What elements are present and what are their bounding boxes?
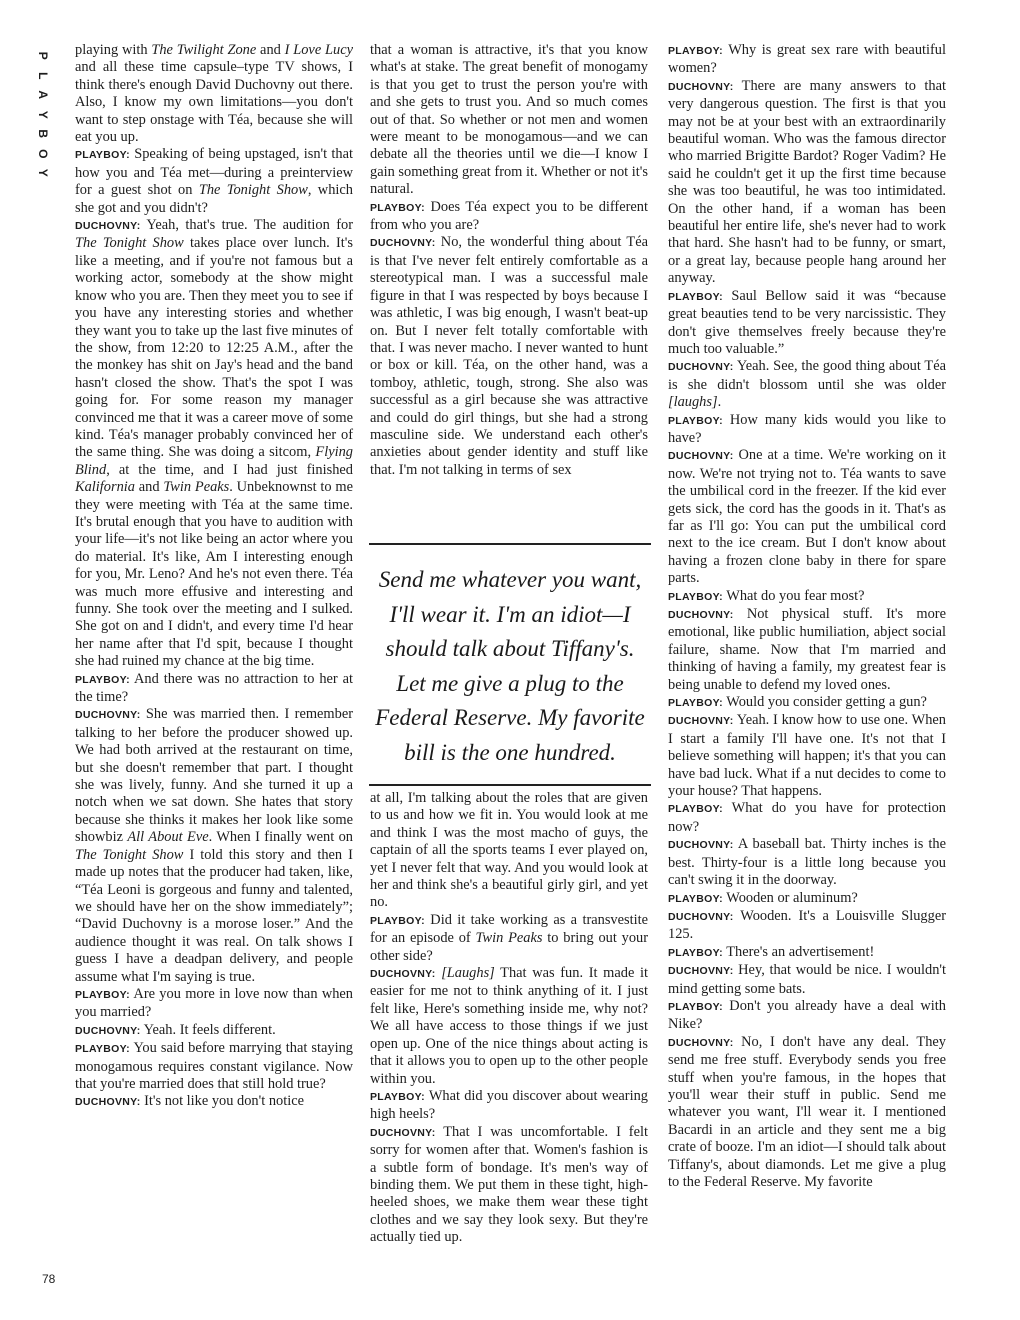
- paragraph-text: Would you consider getting a gun?: [722, 694, 927, 711]
- paragraph-text: and: [134, 479, 164, 496]
- article-paragraph: [668, 890, 946, 908]
- magazine-name-letter: Y: [35, 168, 50, 177]
- speaker-label: PLAYBOY:: [668, 290, 723, 303]
- paragraph-text: . Unbeknownst to me they were meeting with Téa at the same time. It's brutal enough that you have to audition with your life—it's not like being an actor where you do material. It's like, Am I interesting enough for you, Mr. Leno? And he's not even there. Téa was much more effusive and interesting and funny. She took over the meeting and I sulked. She got on and I didn't, and every time I'd hear her name after that I'd spit, because I thought she had ruined my chance at the big time.: [75, 479, 353, 670]
- italic-title: All About Eve: [127, 829, 209, 846]
- paragraph-text: , which she got and you didn't?: [75, 182, 353, 216]
- paragraph-text: .: [717, 394, 722, 411]
- article-paragraph: [668, 712, 946, 800]
- paragraph-text: How many kids would you like to have?: [668, 411, 946, 446]
- magazine-name-vertical: [32, 46, 52, 183]
- italic-title: Twin Peaks: [163, 479, 230, 496]
- speaker-label: DUCHOVNY:: [668, 1036, 734, 1049]
- speaker-label: DUCHOVNY:: [668, 450, 734, 463]
- speaker-label: PLAYBOY:: [668, 892, 723, 905]
- paragraph-text: Wooden or aluminum?: [722, 889, 858, 906]
- paragraph-text: She was married then. I remember talking to her before the producer showed up. We had both arrived at the restaurant on time, but she doesn't remember that part. I thought she was lively, funny. And she turned it up a notch when we sat down. She hates that story because she thinks it makes her look like some showbiz: [75, 706, 353, 846]
- paragraph-text: That was fun. It made it easier for me not to think anything of it. I just felt like, Here's something inside me, why not? We all have access to those things if we just open up. One of the nice things about acting is that it allows you to open up to the other people within you.: [370, 965, 648, 1087]
- paragraph-text: Does Téa expect you to be different from who you are?: [370, 198, 648, 234]
- magazine-name-letter: A: [35, 90, 50, 100]
- paragraph-text: There's an advertisement!: [722, 943, 875, 960]
- paragraph-text: What do you fear most?: [722, 587, 865, 604]
- article-paragraph: [668, 800, 946, 836]
- magazine-name-letter: O: [35, 148, 50, 158]
- speaker-label: DUCHOVNY:: [668, 839, 734, 852]
- speaker-label: DUCHOVNY:: [370, 968, 436, 981]
- magazine-name-letter: Y: [35, 110, 50, 119]
- article-paragraph: [75, 217, 353, 671]
- article-paragraph: [668, 42, 946, 78]
- paragraph-text: to bring out your other side?: [370, 930, 649, 964]
- paragraph-text: No, I don't have any deal. They send me free stuff. Everybody sends you free stuff when you're famous, in the hopes that you'll wear their stuff in public. Send me whatever you want, I'll wear it. I mentioned Bacardi in an article and they sent me a big crate of booze. I'm an idiot—I should talk about Tiffany's, about diamonds. Let me give a plug to the Federal Reserve. My favorite: [668, 1033, 946, 1190]
- article-paragraph: [668, 944, 946, 962]
- speaker-label: PLAYBOY:: [75, 673, 130, 686]
- magazine-name-letter: P: [35, 51, 50, 60]
- article-paragraph: [668, 447, 946, 587]
- article-paragraph: [370, 912, 648, 965]
- paragraph-text: Yeah. It feels different.: [140, 1021, 276, 1038]
- paragraph-text: Yeah. I know how to use one. When I start a family I'll have one. It's not that I believe something will happen; it's that you can have bad luck. What if a nut decides to come to your house? That happens.: [668, 712, 946, 800]
- article-paragraph: [75, 1040, 353, 1093]
- paragraph-text: Wooden. It's a Louisville Slugger 125.: [668, 907, 946, 943]
- paragraph-text: and all these time capsule–type TV shows, I think there's enough David Duchovny out there. Also, I know my own limitations—you don't want to step onstage with Téa, because she will eat you up.: [75, 59, 353, 146]
- article-paragraph: [668, 358, 946, 411]
- italic-title: The Tonight Show: [75, 846, 184, 863]
- paragraph-text: You said before marrying that staying monogamous requires constant vigilance. Now that you're married does that still hold true?: [75, 1040, 353, 1092]
- speaker-label: PLAYBOY:: [668, 414, 723, 427]
- speaker-label: PLAYBOY:: [668, 45, 723, 57]
- paragraph-text: Not physical stuff. It's more emotional, like public humiliation, abject social failure, shame. Now that I'm married and thinking of having a family, my greatest fear is being unable to defend my loved ones.: [668, 606, 946, 693]
- article-paragraph: [370, 965, 648, 1088]
- article-column-2-bottom: [370, 790, 648, 1247]
- speaker-label: PLAYBOY:: [668, 590, 723, 603]
- speaker-label: PLAYBOY:: [370, 1090, 425, 1103]
- italic-title: [Laughs]: [441, 965, 495, 982]
- speaker-label: DUCHOVNY:: [668, 715, 734, 728]
- article-paragraph: [668, 606, 946, 694]
- article-column-3: [668, 42, 946, 1191]
- paragraph-text: Hey, that would be nice. I wouldn't mind getting some bats.: [668, 962, 946, 997]
- article-paragraph: [668, 588, 946, 606]
- article-paragraph: [75, 146, 353, 217]
- paragraph-text: There are many answers to that very dangerous question. The first is that you may not be at your best with an extraordinarily beautiful woman. Who was the famous director who married Brigitte Bardot? Roger Vadim? He said he couldn't get it up the first time because she was too beautiful, he was too intimidated. On the other hand, if a woman has been beautiful her entire life, she's never had to work that hard. She hasn't had to be funny, or smart, or a great lay, because people hang around her anyway.: [668, 77, 946, 287]
- speaker-label: DUCHOVNY:: [668, 609, 734, 621]
- italic-title: Flying Blind: [75, 444, 353, 478]
- pull-quote-text: Send me whatever you want, I'll wear it. I'm an idiot—I should talk about Tiffany's. Let me give a plug to the Federal Reserve. My favorite bill is the one hundred.: [375, 567, 645, 765]
- article-paragraph: [668, 78, 946, 288]
- italic-title: The Twilight Zone: [151, 42, 257, 58]
- speaker-label: DUCHOVNY:: [370, 237, 436, 250]
- article-paragraph: [668, 836, 946, 889]
- paragraph-text: Saul Bellow said it was “because great beauties tend to be very narcissistic. They don't give themselves freely because they're much too valuable.”: [668, 287, 946, 357]
- article-paragraph: [75, 1093, 353, 1111]
- paragraph-text: . When I finally went on: [208, 829, 353, 846]
- italic-title: Kalifornia: [75, 479, 135, 496]
- italic-title: The Tonight Show: [75, 235, 184, 252]
- article-paragraph: [370, 1124, 648, 1247]
- paragraph-text: and: [256, 42, 285, 58]
- article-paragraph: [668, 412, 946, 448]
- paragraph-text: What did you discover about wearing high heels?: [370, 1087, 648, 1123]
- speaker-label: DUCHOVNY:: [75, 220, 141, 233]
- page-number: 78: [42, 1272, 56, 1286]
- italic-title: [laughs]: [668, 394, 718, 411]
- pull-quote: [369, 543, 651, 786]
- article-paragraph: [75, 1022, 353, 1040]
- paragraph-text: Yeah. See, the good thing about Téa is she didn't blossom until she was older: [668, 358, 946, 393]
- italic-title: Twin Peaks: [475, 930, 543, 947]
- article-paragraph: [370, 790, 648, 912]
- magazine-name-letter: B: [35, 129, 50, 139]
- paragraph-text: That I was uncomfortable. I felt sorry for women after that. Women's fashion is a subtle form of bondage. It's men's way of binding them. We put them in these tight, high-heeled shoes, we make them wear these tight clothes and we say they look sexy. But they're actually tied up.: [370, 1123, 648, 1246]
- article-paragraph: [668, 288, 946, 359]
- article-paragraph: [668, 962, 946, 998]
- magazine-name-letter: L: [35, 71, 50, 79]
- speaker-label: DUCHOVNY:: [668, 80, 734, 93]
- article-paragraph: [668, 1034, 946, 1192]
- speaker-label: PLAYBOY:: [75, 1043, 130, 1056]
- paragraph-text: I told this story and then I made up notes that the producer had taken, like, “Téa Leoni is gorgeous and funny and talented, we should have her on the show immediately”; “David Duchovny is a morose loser.” And the audience thought it was real. On talk shows I guess I have a deadpan delivery, and people assume what I'm saying is true.: [75, 846, 353, 985]
- article-paragraph: [668, 998, 946, 1034]
- speaker-label: DUCHOVNY:: [75, 709, 141, 722]
- speaker-label: DUCHOVNY:: [75, 1024, 141, 1037]
- speaker-label: DUCHOVNY:: [370, 1126, 436, 1139]
- paragraph-text: And there was no attraction to her at the time?: [75, 670, 353, 706]
- paragraph-text: takes place over lunch. It's like a meeting, and if you're not famous but a working actor, somebody at the show might know who you are. Then they meet you to see if you have any interesting stories and whether they want you to take up the last five minutes of the show, from 12:20 to 12:25 A.M., after the the monkey has shit on Jay's head and the band hasn't closed the show. That's the spot I was going for. For some reason my manager convinced me that it was a career move of some kind. Téa's manager probably convinced her of the same thing. She was doing a sitcom,: [75, 235, 353, 461]
- paragraph-text: One at a time. We're working on it now. We're not trying not to. Téa wants to save the umbilical cord in the freezer. If the kid ever gets sick, the cord has the goods in it. That's as far as I'll go: You can put the umbilical cord next to the ice cream. But I don't know about having a frozen clone baby in there for spare parts.: [668, 447, 946, 587]
- paragraph-text: A baseball bat. Thirty inches is the best. Thirty-four is a little long because you can't swing it in the doorway.: [668, 836, 946, 889]
- paragraph-text: Yeah, that's true. The audition for: [140, 217, 353, 234]
- paragraph-text: at all, I'm talking about the roles that are given to us and how we fit in. You would look at me and think I was the most macho of guys, the captain of all the sports teams I ever played on, yet I never felt that way. And you would look at her and think she's a beautiful girly girl, and yet no.: [370, 790, 648, 911]
- article-paragraph: [370, 199, 648, 235]
- pull-quote-rule-top: [369, 543, 651, 545]
- article-paragraph: [668, 694, 946, 712]
- paragraph-text: playing with: [75, 42, 152, 58]
- paragraph-text: Are you more in love now than when you married?: [75, 985, 353, 1021]
- paragraph-text: Did it take working as a transvestite for an episode of: [370, 911, 648, 947]
- article-paragraph: [75, 986, 353, 1022]
- paragraph-text: It's not like you don't notice: [140, 1093, 304, 1110]
- paragraph-text: Don't you already have a deal with Nike?: [668, 997, 946, 1033]
- article-paragraph: [370, 42, 648, 199]
- paragraph-text: that a woman is attractive, it's that you know what's at stake. The great benefit of monogamy is that you get to trust the person you're with and she gets to trust you. And so much comes out of that. So whether or not men and women were meant to be monogamous—and we can debate all the theories until we die—I know I gain something great from it. Whether or not it's natural.: [370, 42, 648, 198]
- speaker-label: PLAYBOY:: [75, 988, 130, 1001]
- italic-title: I Love Lucy: [284, 42, 353, 58]
- speaker-label: DUCHOVNY:: [668, 965, 734, 978]
- article-paragraph: [370, 234, 648, 479]
- italic-title: The Tonight Show: [198, 182, 308, 199]
- speaker-label: PLAYBOY:: [370, 201, 425, 214]
- article-column-2-top: [370, 42, 648, 479]
- speaker-label: PLAYBOY:: [370, 914, 425, 927]
- speaker-label: DUCHOVNY:: [668, 910, 734, 923]
- speaker-label: PLAYBOY:: [668, 1000, 723, 1013]
- paragraph-text: What do you have for protection now?: [668, 800, 946, 835]
- article-paragraph: [668, 908, 946, 944]
- article-paragraph: [75, 42, 353, 146]
- paragraph-text: Why is great sex rare with beautiful women?: [668, 42, 946, 77]
- article-paragraph: [75, 671, 353, 707]
- paragraph-text: Speaking of being upstaged, isn't that how you and Téa met—during a preinterview for a guest shot on: [75, 146, 353, 199]
- speaker-label: DUCHOVNY:: [668, 361, 734, 374]
- pull-quote-rule-bottom: [369, 784, 651, 786]
- article-paragraph: [370, 1088, 648, 1124]
- article-paragraph: [75, 706, 353, 986]
- speaker-label: DUCHOVNY:: [75, 1096, 141, 1109]
- speaker-label: PLAYBOY:: [668, 697, 723, 710]
- paragraph-text: No, the wonderful thing about Téa is that I've never felt entirely comfortable as a stereotypical man. I was a successful male figure in that I was respected by boys because I was athletic, I was big enough, I wasn't beat-up on. But I never felt totally comfortable with that. I was never macho. I never wanted to hunt or box or kill. Téa, on the other hand, was a tomboy, athletic, tough, strong. She also was successful as a girl because she was attractive and could do girl things, but she had a strong masculine side. We understand each other's anxieties about gender identity and stuff like that. I'm not talking in terms of sex: [370, 234, 648, 478]
- article-column-1: [75, 42, 353, 1112]
- speaker-label: PLAYBOY:: [668, 946, 723, 959]
- speaker-label: PLAYBOY:: [668, 803, 723, 816]
- speaker-label: PLAYBOY:: [75, 149, 130, 162]
- paragraph-text: , at the time, and I had just finished: [106, 461, 353, 478]
